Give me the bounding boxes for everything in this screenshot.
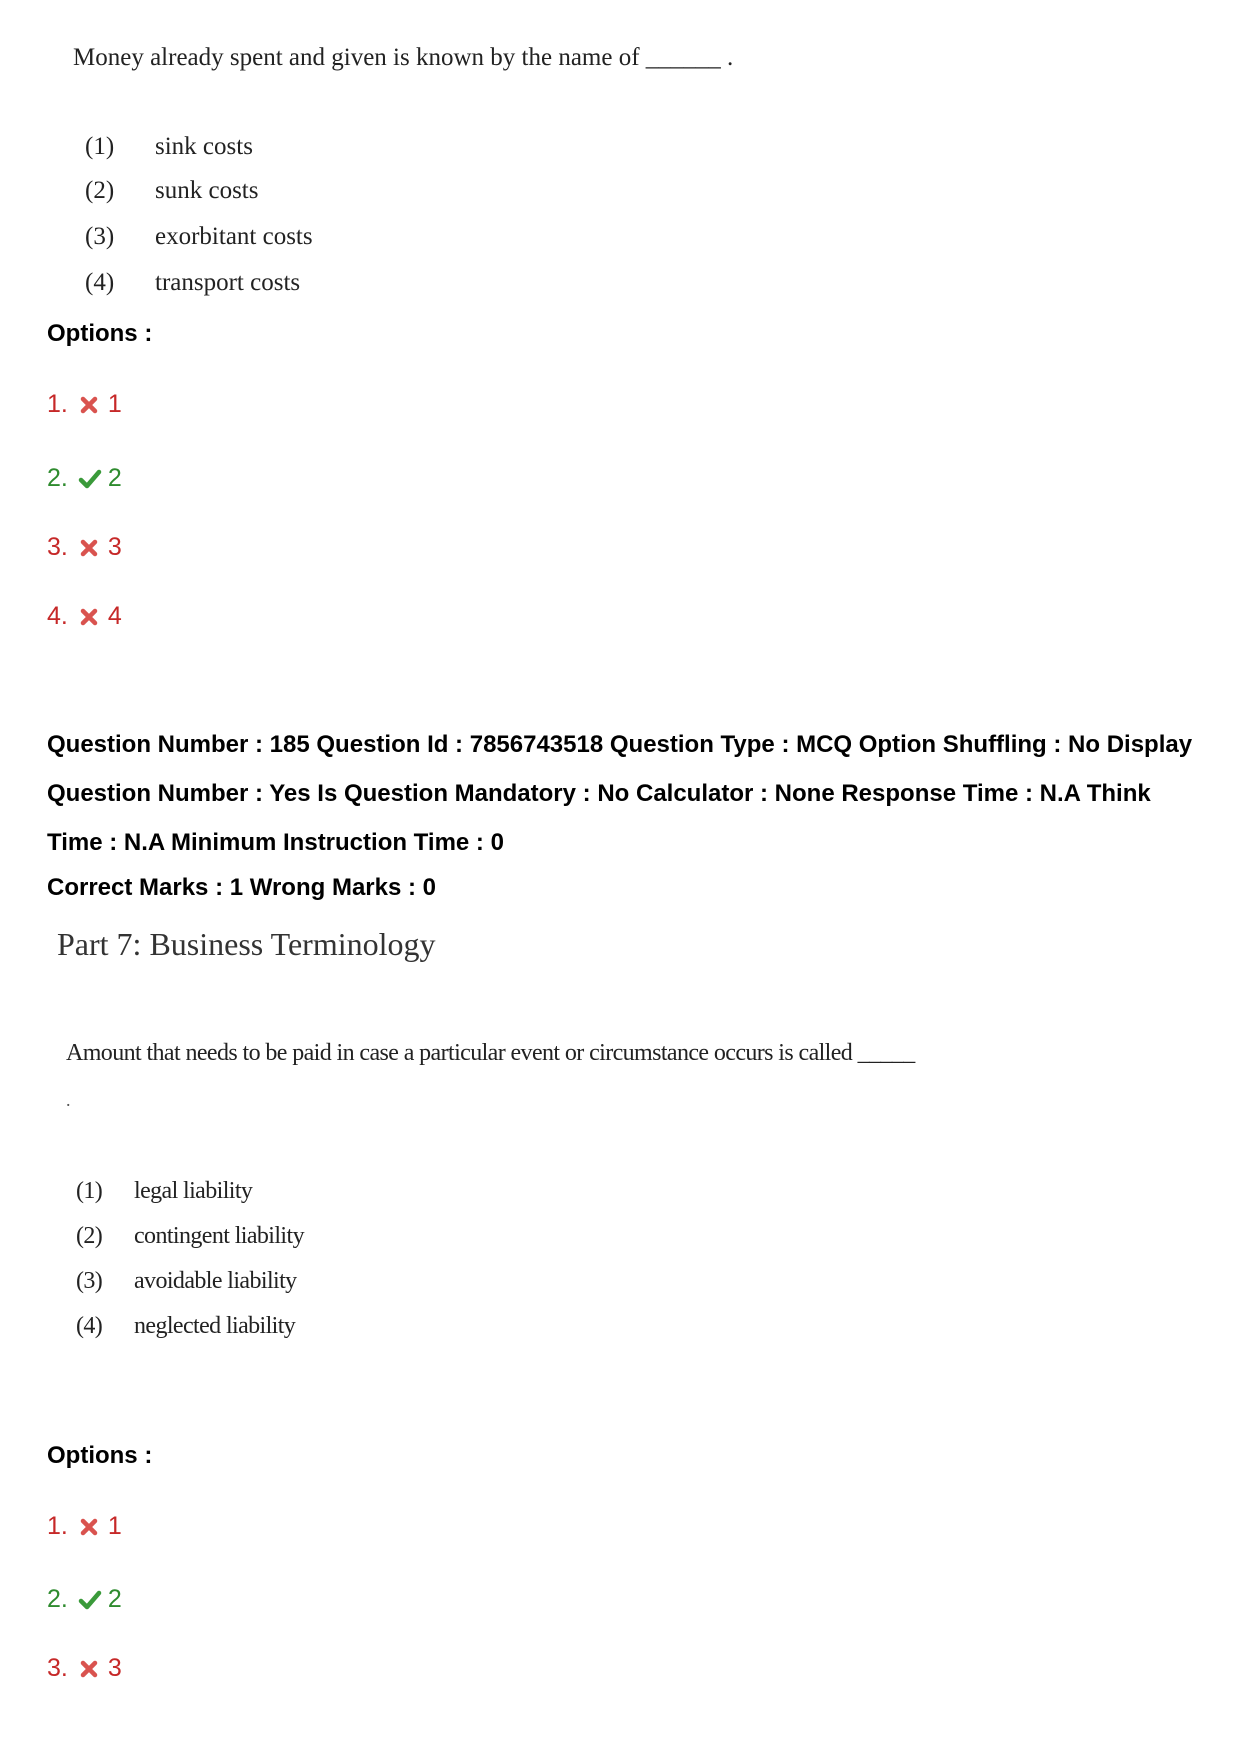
question-text: Money already spent and given is known by the name of ______ . [73, 44, 734, 71]
option-item [47, 1585, 122, 1614]
check-icon [78, 468, 100, 490]
option-value: 2 [107, 1585, 122, 1613]
marks-info: Correct Marks : 1 Wrong Marks : 0 [47, 874, 437, 901]
choice-number: (3) [76, 1268, 103, 1294]
choice-text: exorbitant costs [155, 223, 313, 250]
option-number: 2. [47, 464, 68, 492]
option-number: 4. [47, 602, 68, 630]
option-item [47, 1654, 122, 1683]
cross-icon [78, 606, 100, 628]
option-value: 2 [107, 464, 122, 492]
option-value: 1 [107, 1512, 122, 1540]
choice-number: (4) [76, 1313, 103, 1339]
option-number: 2. [47, 1585, 68, 1613]
choice-number: (1) [76, 1178, 103, 1204]
option-value: 3 [107, 533, 122, 561]
choice-item [85, 269, 300, 297]
question-meta: Question Number : 185 Question Id : 7856743518 Question Type : MCQ Option Shuffling : No Display Question Number : Yes Is Question Mandatory : No Calculator : None Response Time : N.A Think Time : N.A Minimum Instruction Time : 0 [47, 731, 1193, 856]
choice-item [85, 133, 253, 161]
cross-icon [78, 1516, 100, 1538]
option-number: 1. [47, 1512, 68, 1540]
option-item [47, 464, 122, 493]
check-icon [78, 1589, 100, 1611]
choice-text: sunk costs [155, 177, 259, 204]
choice-text: transport costs [155, 269, 301, 296]
part-title: Part 7: Business Terminology [57, 926, 436, 962]
choice-item [85, 177, 258, 205]
option-value: 1 [107, 390, 122, 418]
choice-number: (3) [85, 223, 115, 250]
cross-icon [78, 1658, 100, 1680]
option-value: 4 [107, 602, 122, 630]
choice-text: sink costs [155, 133, 253, 160]
choice-number: (2) [85, 177, 115, 204]
option-item [47, 602, 122, 631]
options-heading: Options : [47, 320, 153, 347]
option-number: 1. [47, 390, 68, 418]
option-item [47, 390, 122, 419]
choice-item [76, 1268, 297, 1295]
choice-item [85, 223, 313, 251]
question-text: Amount that needs to be paid in case a particular event or circumstance occurs is called _____ [66, 1040, 915, 1066]
choice-item [76, 1178, 252, 1205]
options-heading: Options : [47, 1442, 153, 1469]
choice-item [76, 1313, 295, 1340]
choice-text: contingent liability [134, 1223, 304, 1249]
choice-text: neglected liability [134, 1313, 296, 1339]
choice-text: legal liability [134, 1178, 253, 1204]
choice-item [76, 1223, 304, 1250]
option-number: 3. [47, 1654, 68, 1682]
option-item [47, 533, 122, 562]
option-item [47, 1512, 122, 1541]
question-trailing-dot: . [66, 1090, 71, 1110]
option-value: 3 [107, 1654, 122, 1682]
cross-icon [78, 537, 100, 559]
choice-text: avoidable liability [134, 1268, 297, 1294]
choice-number: (4) [85, 269, 115, 296]
choice-number: (1) [85, 133, 115, 160]
cross-icon [78, 394, 100, 416]
choice-number: (2) [76, 1223, 103, 1249]
option-number: 3. [47, 533, 68, 561]
